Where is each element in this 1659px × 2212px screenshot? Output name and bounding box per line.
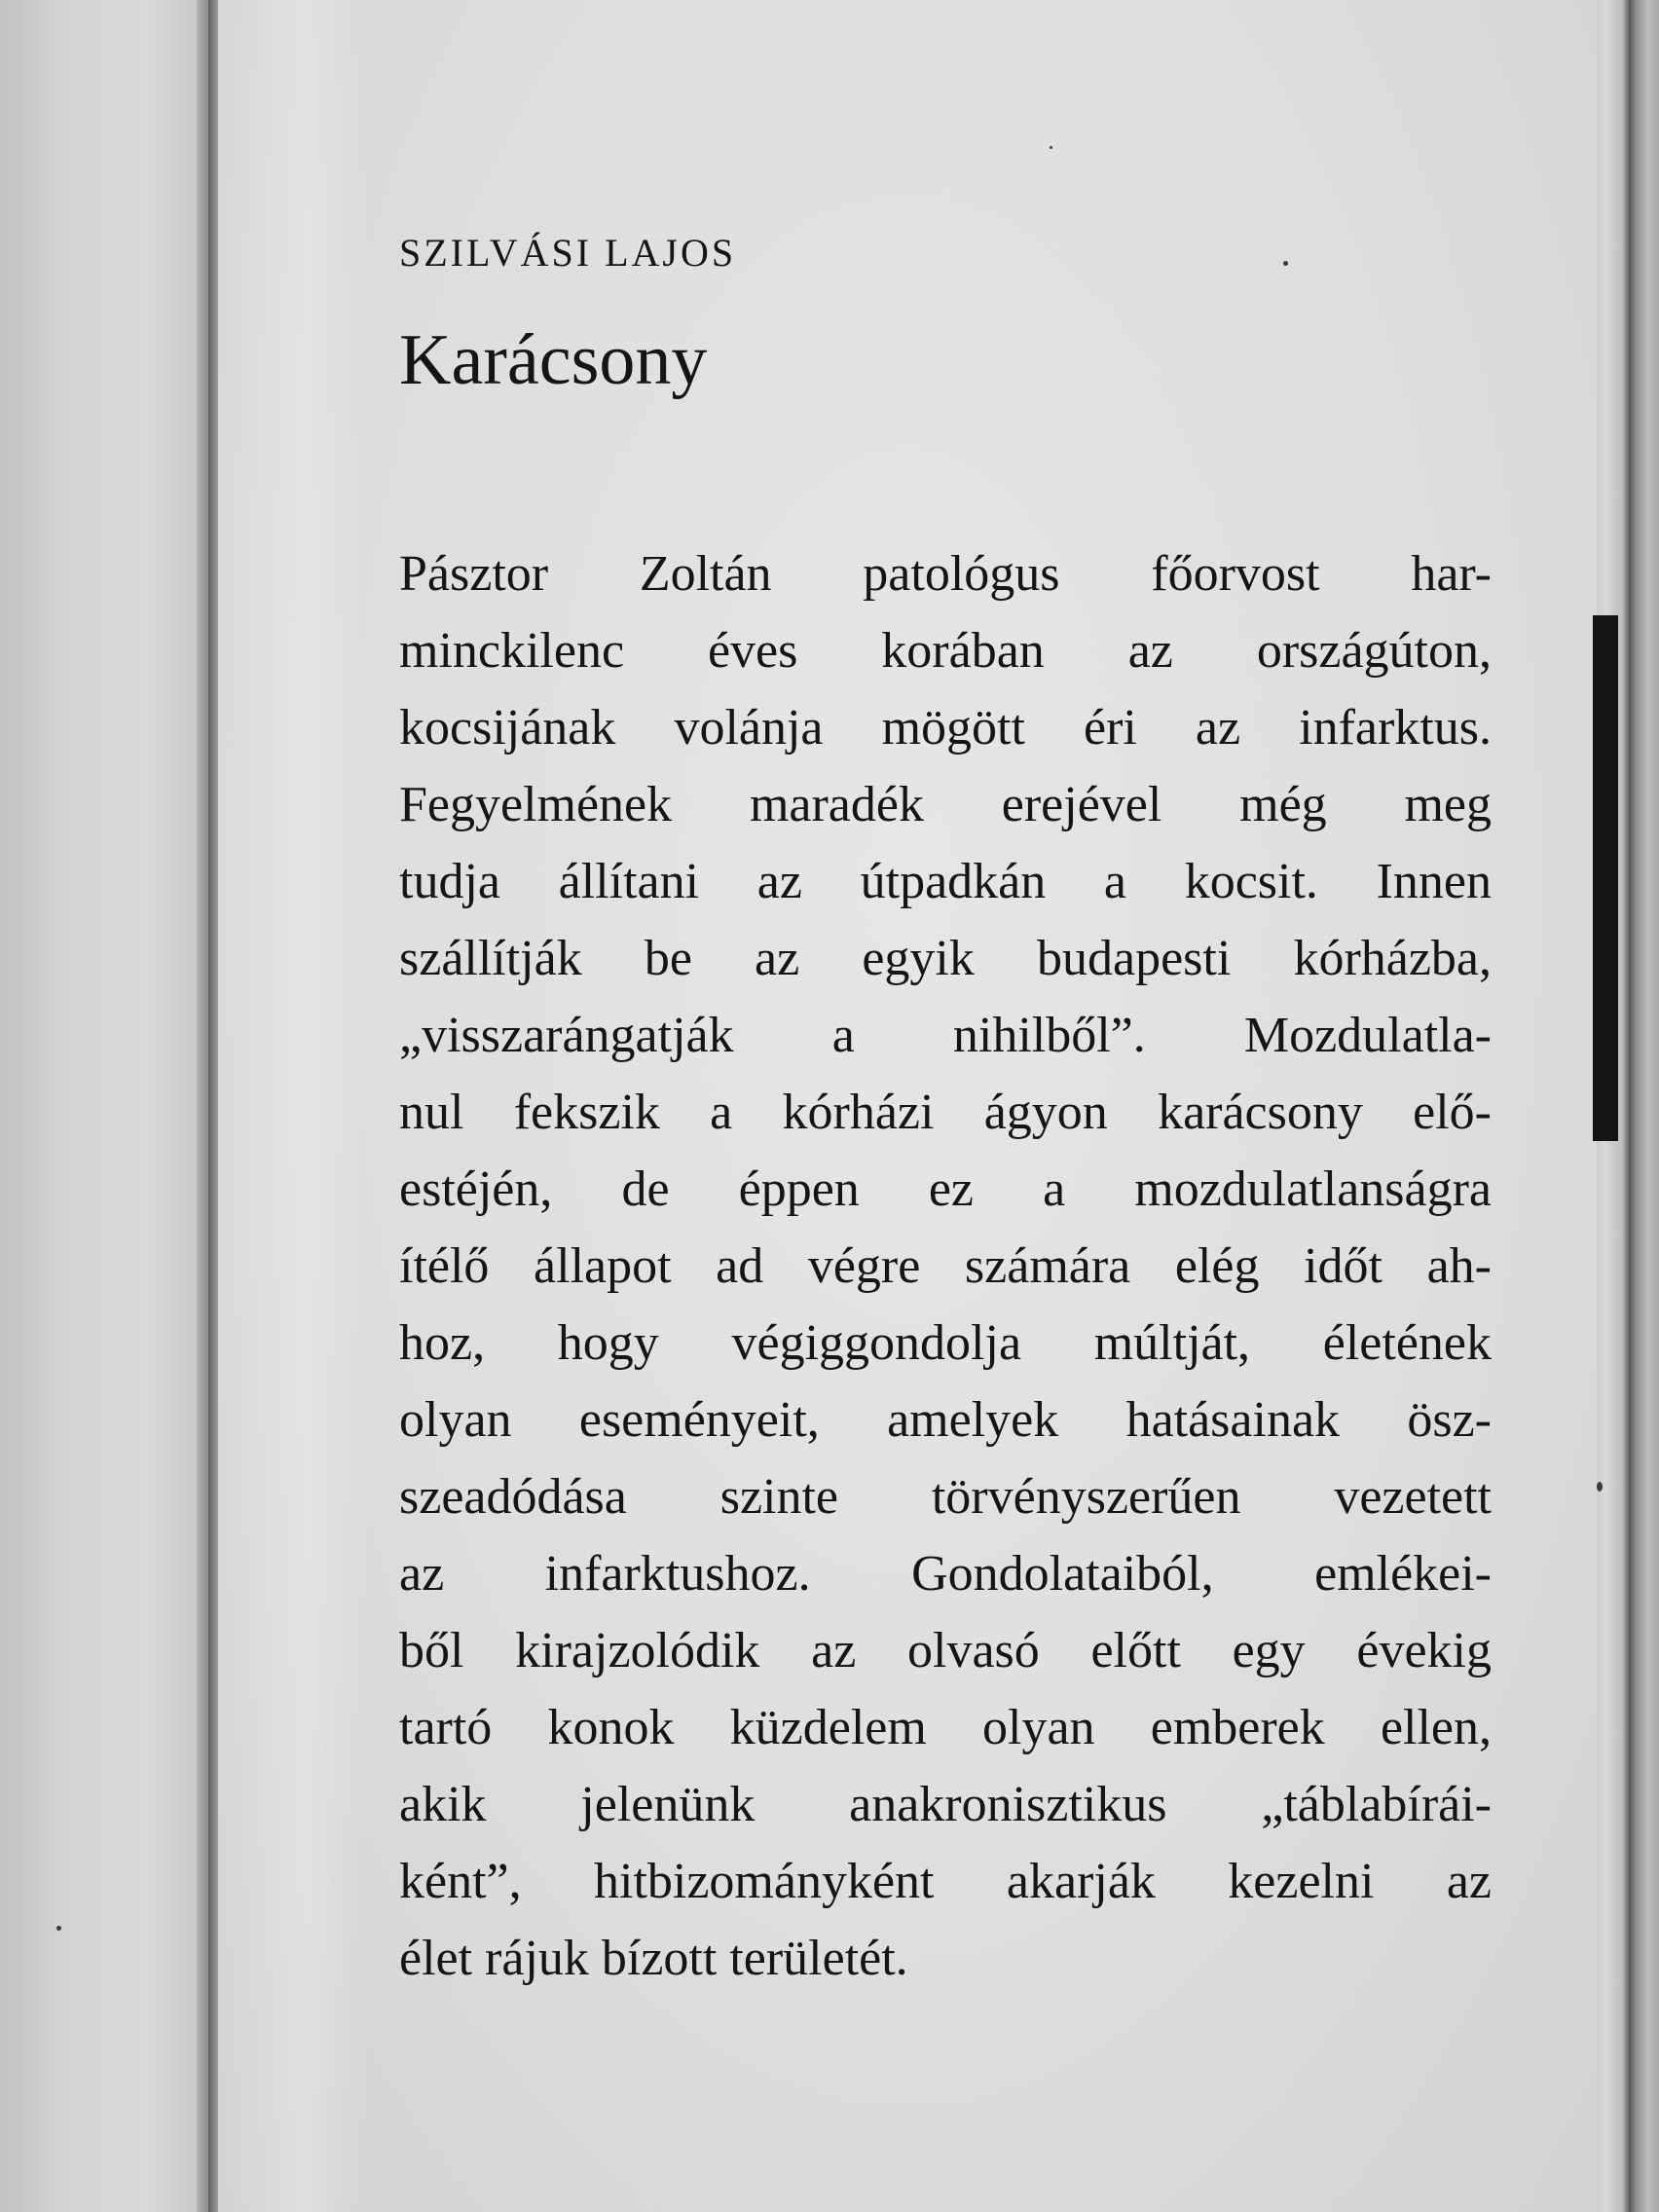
right-dark-bar	[1593, 615, 1618, 1141]
body-line: ítélő állapot ad végre számára elég időt ah-	[399, 1238, 1492, 1294]
body-line: akik jelenünk anakronisztikus „táblabírái-	[399, 1777, 1492, 1832]
body-line: tudja állítani az útpadkán a kocsit. Innen	[399, 854, 1492, 909]
body-paragraph	[399, 535, 1492, 1997]
body-line: tartó konok küzdelem olyan emberek ellen,	[399, 1700, 1492, 1755]
speck	[1597, 1482, 1603, 1492]
author-name: SZILVÁSI LAJOS	[399, 231, 737, 275]
text-block	[399, 224, 1492, 1986]
body-line: élet rájuk bízott területét.	[399, 1931, 908, 1986]
body-line: szeadódása szinte törvényszerűen vezetett	[399, 1469, 1492, 1525]
speck	[1050, 146, 1052, 149]
body-line: az infarktushoz. Gondolataiból, emlékei-	[399, 1546, 1492, 1602]
body-line: kocsijának volánja mögött éri az infarktus.	[399, 700, 1492, 756]
body-line: nul fekszik a kórházi ágyon karácsony elő-	[399, 1085, 1492, 1140]
speck	[56, 1926, 61, 1931]
body-line: estéjén, de éppen ez a mozdulatlanságra	[399, 1161, 1492, 1217]
body-line: ből kirajzolódik az olvasó előtt egy évekig	[399, 1623, 1492, 1678]
left-board	[0, 0, 208, 2212]
body-line: „visszarángatják a nihilből”. Mozdulatla-	[399, 1008, 1492, 1063]
spine-edge	[208, 0, 218, 2212]
body-line: Fegyelmének maradék erejével még meg	[399, 777, 1492, 832]
body-line: szállítják be az egyik budapesti kórházba,	[399, 931, 1492, 986]
body-line: Pásztor Zoltán patológus főorvost har-	[399, 546, 1492, 602]
body-line: olyan eseményeit, amelyek hatásainak ösz-	[399, 1392, 1492, 1448]
body-line: hoz, hogy végiggondolja múltját, életének	[399, 1315, 1492, 1371]
body-line: ként”, hitbizományként akarják kezelni az	[399, 1854, 1492, 1909]
body-line: minckilenc éves korában az országúton,	[399, 623, 1492, 679]
book-title: Karácsony	[399, 320, 708, 400]
